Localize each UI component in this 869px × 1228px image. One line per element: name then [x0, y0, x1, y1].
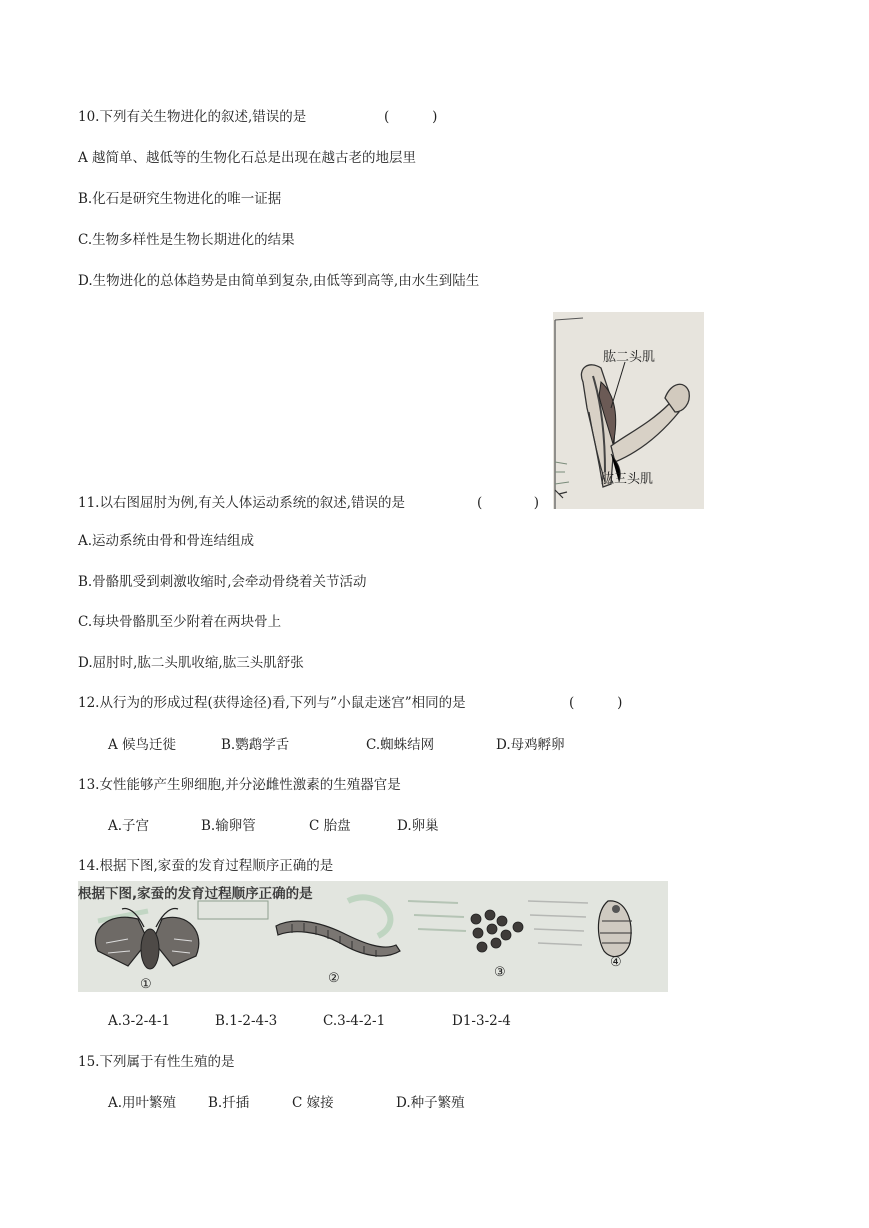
q14-option-b: B.1-2-4-3 — [215, 1013, 278, 1029]
label-stage-3: ③ — [494, 965, 506, 980]
q14-option-d: D1-3-2-4 — [452, 1013, 511, 1029]
q15-option-b: B.扦插 — [208, 1095, 250, 1111]
label-triceps: 肱三头肌 — [601, 472, 654, 487]
q14-option-a: A.3-2-4-1 — [108, 1013, 171, 1029]
q11-option-d: D.屈肘时,肱二头肌收缩,肱三头肌舒张 — [78, 655, 304, 671]
q14-stem: 14.根据下图,家蚕的发育过程顺序正确的是 — [78, 858, 334, 874]
q10-stem: 10.下列有关生物进化的叙述,错误的是 — [78, 109, 307, 125]
figure-caption-scan: 根据下图,家蚕的发育过程顺序正确的是 — [78, 886, 313, 902]
q11-answer-paren: ( ) — [477, 495, 540, 511]
q15-option-a: A.用叶繁殖 — [108, 1095, 177, 1111]
q10-option-a: A 越简单、越低等的生物化石总是出现在越古老的地层里 — [78, 150, 417, 166]
q10-option-d: D.生物进化的总体趋势是由简单到复杂,由低等到高等,由水生到陆生 — [78, 273, 480, 289]
silkworm-development-figure — [78, 881, 668, 992]
arm-flexion-figure — [553, 312, 704, 509]
q12-option-a: A 候鸟迁徙 — [108, 737, 177, 753]
q15-option-c: C 嫁接 — [292, 1095, 334, 1111]
label-stage-1: ① — [140, 977, 152, 992]
q11-stem: 11.以右图屈肘为例,有关人体运动系统的叙述,错误的是 — [78, 495, 406, 511]
q12-answer-paren: ( ) — [569, 695, 623, 711]
q11-option-a: A.运动系统由骨和骨连结组成 — [78, 533, 255, 549]
q13-option-c: C 胎盘 — [309, 818, 351, 834]
label-stage-2: ② — [328, 971, 340, 986]
q11-option-b: B.骨骼肌受到刺激收缩时,会牵动骨绕着关节活动 — [78, 574, 367, 590]
label-stage-4: ④ — [610, 955, 622, 970]
q12-option-c: C.蜘蛛结网 — [366, 737, 435, 753]
q13-option-d: D.卵巢 — [397, 818, 439, 834]
q12-option-b: B.鹦鹉学舌 — [221, 737, 290, 753]
q13-option-a: A.子宫 — [108, 818, 150, 834]
q12-stem: 12.从行为的形成过程(获得途径)看,下列与”小鼠走迷宫”相同的是 — [78, 695, 466, 711]
q13-option-b: B.输卵管 — [201, 818, 256, 834]
q11-option-c: C.每块骨骼肌至少附着在两块骨上 — [78, 614, 282, 630]
q10-option-c: C.生物多样性是生物长期进化的结果 — [78, 232, 295, 248]
q14-option-c: C.3-4-2-1 — [323, 1013, 386, 1029]
q10-option-b: B.化石是研究生物进化的唯一证据 — [78, 191, 282, 207]
q15-stem: 15.下列属于有性生殖的是 — [78, 1054, 235, 1070]
q15-option-d: D.种子繁殖 — [396, 1095, 465, 1111]
q10-answer-paren: ( ) — [384, 109, 438, 125]
label-biceps: 肱二头肌 — [603, 350, 656, 365]
q12-option-d: D.母鸡孵卵 — [496, 737, 565, 753]
q13-stem: 13.女性能够产生卵细胞,并分泌雌性激素的生殖器官是 — [78, 777, 401, 793]
